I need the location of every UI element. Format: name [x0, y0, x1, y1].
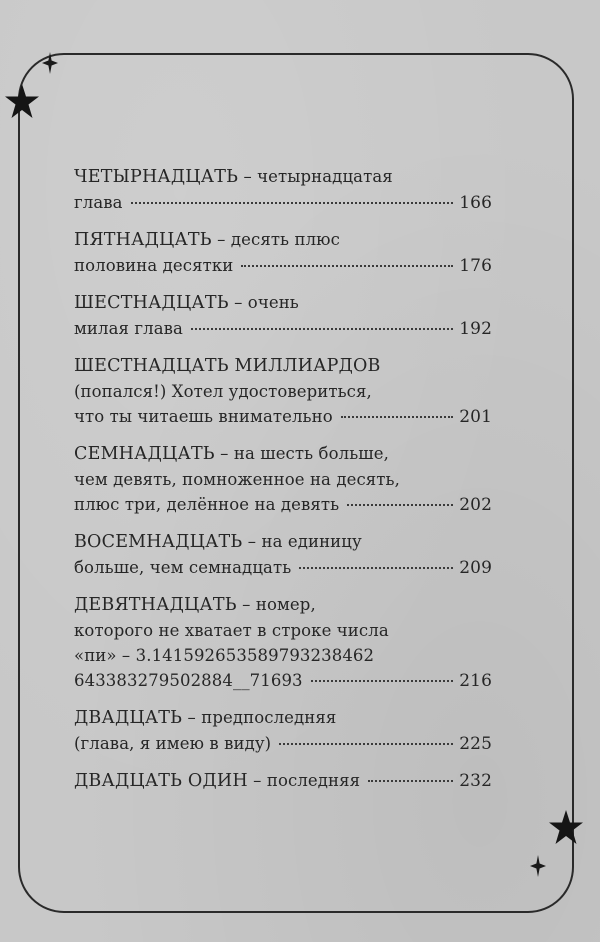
dot-leader	[279, 743, 453, 745]
toc-entry: ДВАДЦАТЬ – предпоследняя (глава, я имею в виду) 225	[74, 705, 492, 757]
chapter-title: ШЕСТНАДЦАТЬ	[74, 293, 229, 313]
chapter-title: ПЯТНАДЦАТЬ	[74, 230, 212, 250]
chapter-subtitle-end: глава	[74, 193, 123, 212]
dot-leader	[368, 780, 453, 782]
chapter-subtitle-end: больше, чем семнадцать	[74, 558, 292, 577]
chapter-subtitle: последняя	[266, 771, 361, 790]
toc-entry: ШЕСТНАДЦАТЬ – очень милая глава 192	[74, 290, 492, 342]
chapter-subtitle-end: плюс три, делённое на девять	[74, 495, 340, 514]
chapter-subtitle: предпоследняя	[201, 708, 337, 727]
chapter-subtitle-end: что ты читаешь внимательно	[74, 407, 333, 426]
small-star-icon	[530, 855, 546, 877]
dot-leader	[311, 680, 454, 682]
page-number: 192	[459, 319, 492, 339]
star-icon	[4, 84, 40, 120]
toc-entry: СЕМНАДЦАТЬ – на шесть больше, чем девять, помноженное на десять, плюс три, делённое на девять 202	[74, 441, 492, 518]
dot-leader	[131, 202, 454, 204]
page-number: 176	[459, 256, 492, 276]
dot-leader	[241, 265, 453, 267]
toc-entry: ДЕВЯТНАДЦАТЬ – номер, которого не хватает в строке числа «пи» – 3.14159265358979323846​2 643383279502884__71693 216	[74, 592, 492, 694]
chapter-subtitle-end: 643383279502884__71693	[74, 671, 303, 690]
dot-leader	[347, 504, 453, 506]
star-icon	[548, 810, 584, 846]
toc-entry: ДВАДЦАТЬ ОДИН – последняя 232	[74, 768, 492, 794]
small-star-icon	[42, 52, 58, 74]
toc-entry: ПЯТНАДЦАТЬ – десять плюс половина десятки 176	[74, 227, 492, 279]
chapter-subtitle-continued: чем девять, помноженное на десять,	[74, 470, 400, 489]
chapter-title: ДВАДЦАТЬ	[74, 708, 183, 728]
chapter-subtitle: номер,	[255, 595, 316, 614]
toc-entry: ВОСЕМНАДЦАТЬ – на единицу больше, чем семнадцать 209	[74, 529, 492, 581]
chapter-subtitle-end: половина десятки	[74, 256, 234, 275]
chapter-subtitle: на единицу	[261, 532, 362, 551]
chapter-title: ДВАДЦАТЬ ОДИН	[74, 771, 248, 791]
chapter-subtitle: на шесть больше,	[233, 444, 389, 463]
chapter-subtitle-continued: которого не хватает в строке числа	[74, 621, 389, 640]
chapter-title: ШЕСТНАДЦАТЬ МИЛЛИАРДОВ	[74, 356, 381, 376]
page-number: 202	[459, 495, 492, 515]
page-number: 166	[459, 193, 492, 213]
chapter-subtitle: десять плюс	[230, 230, 340, 249]
chapter-title: ВОСЕМНАДЦАТЬ	[74, 532, 243, 552]
chapter-title: ЧЕТЫРНАДЦАТЬ	[74, 167, 239, 187]
chapter-subtitle-continued: «пи» – 3.14159265358979323846​2	[74, 646, 375, 665]
page-number: 232	[459, 771, 492, 791]
chapter-subtitle: четырнадцатая	[257, 167, 393, 186]
page-number: 216	[459, 671, 492, 691]
table-of-contents	[74, 164, 492, 805]
chapter-subtitle: (попался!) Хотел удостовериться,	[74, 382, 372, 401]
page-number: 201	[459, 407, 492, 427]
page-number: 225	[459, 734, 492, 754]
chapter-title: ДЕВЯТНАДЦАТЬ	[74, 595, 237, 615]
dot-leader	[191, 328, 453, 330]
chapter-subtitle: очень	[247, 293, 299, 312]
dot-leader	[341, 416, 453, 418]
chapter-subtitle-end: милая глава	[74, 319, 183, 338]
chapter-title: СЕМНАДЦАТЬ	[74, 444, 215, 464]
dot-leader	[299, 567, 453, 569]
chapter-subtitle-end: (глава, я имею в виду)	[74, 734, 272, 753]
toc-entry: ЧЕТЫРНАДЦАТЬ – четырнадцатая глава 166	[74, 164, 492, 216]
page-number: 209	[459, 558, 492, 578]
toc-entry	[74, 353, 492, 430]
